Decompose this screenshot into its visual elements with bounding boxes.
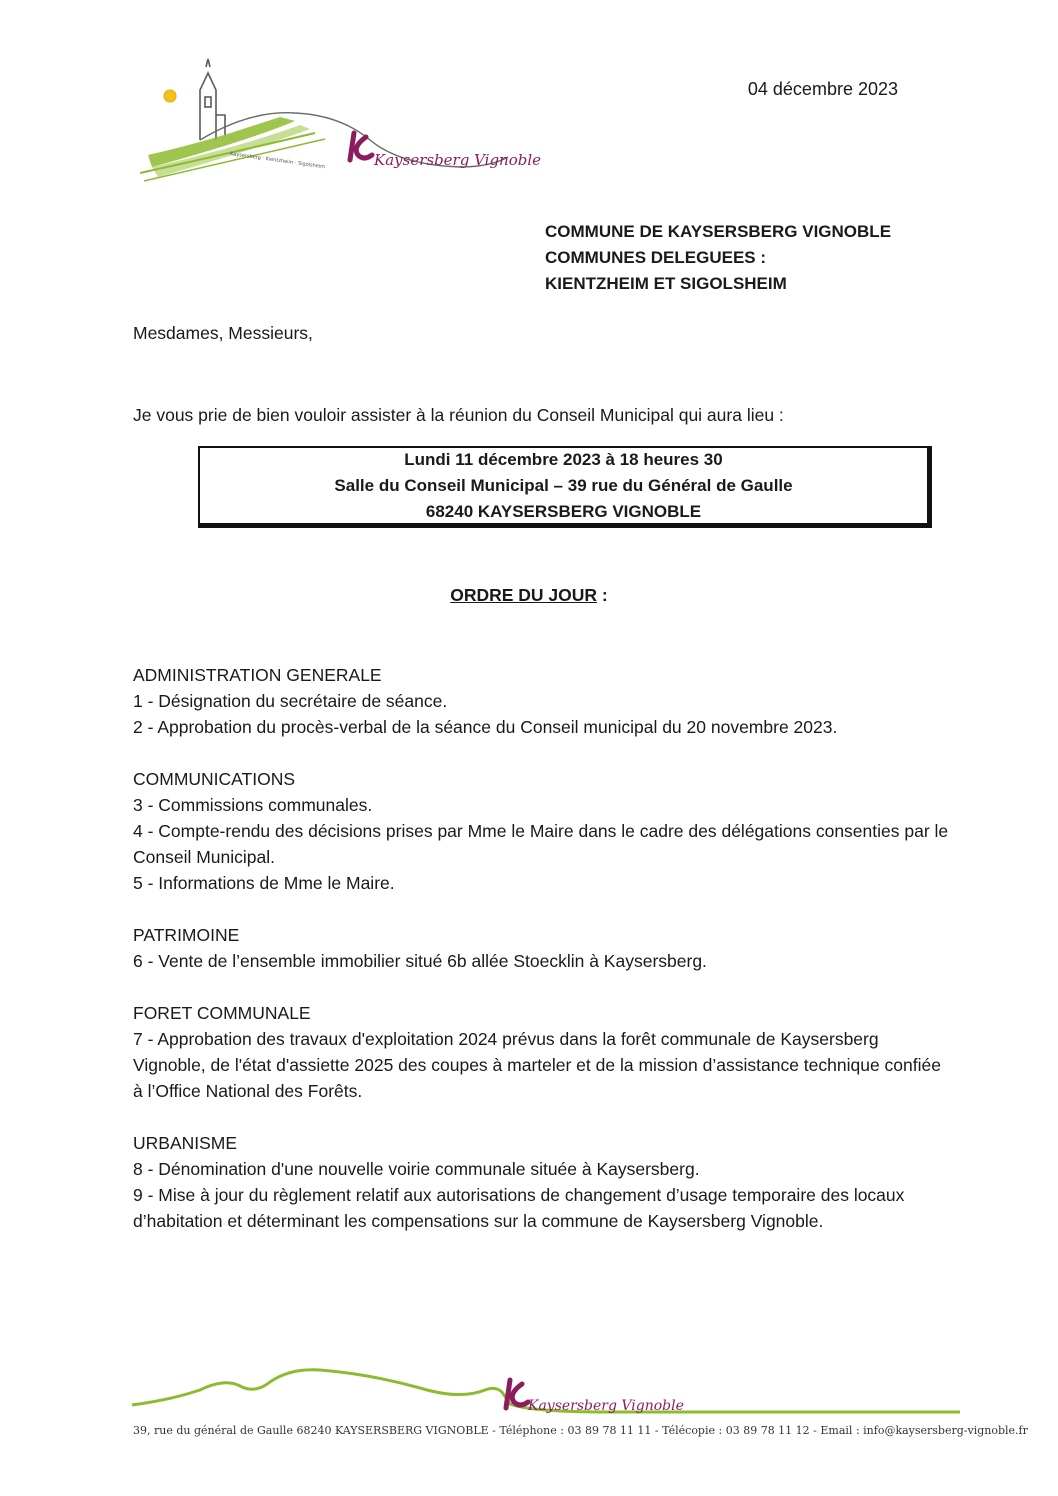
agenda-title-colon: : xyxy=(597,585,608,605)
meeting-datetime: Lundi 11 décembre 2023 à 18 heures 30 xyxy=(404,449,723,469)
section-heading: FORET COMMUNALE xyxy=(133,1003,311,1023)
meeting-details-box xyxy=(198,446,932,528)
agenda-list xyxy=(133,662,953,1260)
salutation: Mesdames, Messieurs, xyxy=(133,323,313,343)
meeting-city: 68240 KAYSERSBERG VIGNOBLE xyxy=(425,501,702,521)
agenda-item: 3 - Commissions communales. xyxy=(133,795,373,815)
intro-paragraph: Je vous prie de bien vouloir assister à la réunion du Conseil Municipal qui aura lieu : xyxy=(133,405,784,425)
agenda-title-text: ORDRE DU JOUR xyxy=(450,585,598,605)
addressee-block xyxy=(545,219,891,297)
agenda-section xyxy=(133,1130,953,1234)
agenda-item: 6 - Vente de l’ensemble immobilier situé 6b allée Stoecklin à Kaysersberg. xyxy=(133,951,707,971)
sun-icon xyxy=(164,90,176,102)
logo-subtext: Kaysersberg · Kientzheim · Sigolsheim xyxy=(229,151,326,171)
agenda-section xyxy=(133,766,953,896)
church-tower-icon xyxy=(200,59,225,140)
agenda-section xyxy=(133,1000,953,1104)
letter-date: 04 décembre 2023 xyxy=(747,79,898,99)
agenda-item: 9 - Mise à jour du règlement relatif aux autorisations de changement d’usage temporaire des locaux d’habitation et déterminant les compensations sur la commune de Kaysersberg Vignoble. xyxy=(133,1185,905,1231)
agenda-item: 5 - Informations de Mme le Maire. xyxy=(133,873,395,893)
section-heading: ADMINISTRATION GENERALE xyxy=(133,665,382,685)
logo-text: Kaysersberg Vignoble xyxy=(374,151,542,169)
vineyard-icon xyxy=(140,117,325,181)
agenda-title xyxy=(0,585,1058,606)
section-heading: COMMUNICATIONS xyxy=(133,769,296,789)
agenda-item: 7 - Approbation des travaux d'exploitation 2024 prévus dans la forêt communale de Kaysersberg Vignoble, de l'état d'assiette 2025 des coupes à marteler et de la mission d’assistance technique confiée à l’Office National des Forêts. xyxy=(133,1029,941,1101)
footer-logo xyxy=(130,1360,965,1422)
footer-contact: 39, rue du général de Gaulle 68240 KAYSERSBERG VIGNOBLE - Téléphone : 03 89 78 11 11 - Télécopie : 03 89 78 11 12 - Email : info@kaysersberg-vignoble.fr xyxy=(133,1424,1028,1437)
agenda-item: 8 - Dénomination d'une nouvelle voirie communale située à Kaysersberg. xyxy=(133,1159,700,1179)
footer-logo-text: Kaysersberg Vignoble xyxy=(528,1398,684,1414)
addressee-line: COMMUNES DELEGUEES : xyxy=(545,248,767,267)
section-heading: PATRIMOINE xyxy=(133,925,240,945)
agenda-section xyxy=(133,662,953,740)
agenda-item: 1 - Désignation du secrétaire de séance. xyxy=(133,691,448,711)
k-logo-mark xyxy=(350,133,372,160)
meeting-place: Salle du Conseil Municipal – 39 rue du Général de Gaulle xyxy=(334,475,793,495)
agenda-item: 4 - Compte-rendu des décisions prises par Mme le Maire dans le cadre des délégations consenties par le Conseil Municipal. xyxy=(133,821,949,867)
agenda-item: 2 - Approbation du procès-verbal de la séance du Conseil municipal du 20 novembre 2023. xyxy=(133,717,838,737)
kaysersberg-logo xyxy=(130,55,542,190)
addressee-line: COMMUNE DE KAYSERSBERG VIGNOBLE xyxy=(545,222,892,241)
section-heading: URBANISME xyxy=(133,1133,238,1153)
addressee-line: KIENTZHEIM ET SIGOLSHEIM xyxy=(545,274,787,293)
agenda-section xyxy=(133,922,953,974)
